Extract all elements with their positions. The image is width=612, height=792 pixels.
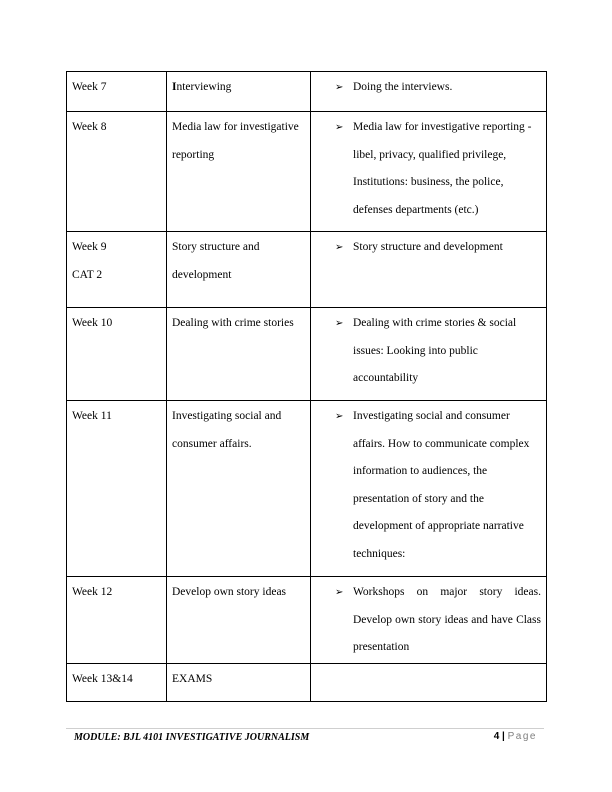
topic-cell: Media law for investigative reporting	[167, 112, 311, 232]
week-cell: Week 11	[67, 401, 167, 577]
topic-cell	[167, 72, 311, 112]
table-row	[67, 577, 547, 664]
week-cell: Week 8	[67, 112, 167, 232]
content-text: Workshops on major story ideas. Develop own story ideas and have Class presentation	[353, 586, 541, 653]
week-cell: Week 12	[67, 577, 167, 664]
arrow-bullet-icon: ➢	[335, 82, 344, 93]
content-text: Story structure and development	[353, 241, 503, 253]
content-text: Investigating social and consumer affairs. How to communicate complex information to audiences, the presentation of story and the development of appropriate narrative techniques:	[353, 410, 530, 560]
content-cell	[311, 72, 547, 112]
content-cell-empty	[311, 664, 547, 702]
table-row	[67, 308, 547, 401]
page-separator: |	[502, 731, 505, 742]
topic-cell: EXAMS	[167, 664, 311, 702]
content-text: Doing the interviews.	[353, 81, 453, 93]
table-row	[67, 401, 547, 577]
page-number	[494, 731, 537, 742]
content-cell	[311, 308, 547, 401]
arrow-bullet-icon: ➢	[335, 122, 344, 133]
week-label: Week 9	[72, 241, 107, 253]
content-cell	[311, 577, 547, 664]
content-cell	[311, 232, 547, 308]
cat-label: CAT 2	[72, 268, 103, 281]
footer-divider	[66, 728, 544, 729]
page-number-value: 4	[493, 731, 500, 742]
arrow-bullet-icon: ➢	[335, 318, 344, 329]
table-row	[67, 232, 547, 308]
page-label: Page	[507, 731, 537, 742]
table-row	[67, 664, 547, 702]
week-cell: Week 7	[67, 72, 167, 112]
table-row	[67, 72, 547, 112]
topic-cell: Develop own story ideas	[167, 577, 311, 664]
topic-rest: nterviewing	[176, 81, 232, 93]
arrow-bullet-icon: ➢	[335, 242, 344, 253]
week-cell: Week 10	[67, 308, 167, 401]
module-title: MODULE: BJL 4101 INVESTIGATIVE JOURNALISM	[74, 732, 310, 743]
week-cell: Week 13&14	[67, 664, 167, 702]
week-cell	[67, 232, 167, 308]
table-row	[67, 112, 547, 232]
content-text: Media law for investigative reporting - libel, privacy, qualified privilege, Institutions: business, the police, defenses departments (etc.)	[353, 121, 532, 216]
topic-cell: Investigating social and consumer affairs.	[167, 401, 311, 577]
content-cell	[311, 401, 547, 577]
topic-cell: Dealing with crime stories	[167, 308, 311, 401]
content-text: Dealing with crime stories & social issues: Looking into public accountability	[353, 317, 517, 384]
arrow-bullet-icon: ➢	[335, 587, 344, 598]
topic-initial: I	[172, 81, 177, 93]
content-cell	[311, 112, 547, 232]
course-schedule-table	[66, 71, 547, 702]
arrow-bullet-icon: ➢	[335, 411, 344, 422]
topic-cell: Story structure and development	[167, 232, 311, 308]
